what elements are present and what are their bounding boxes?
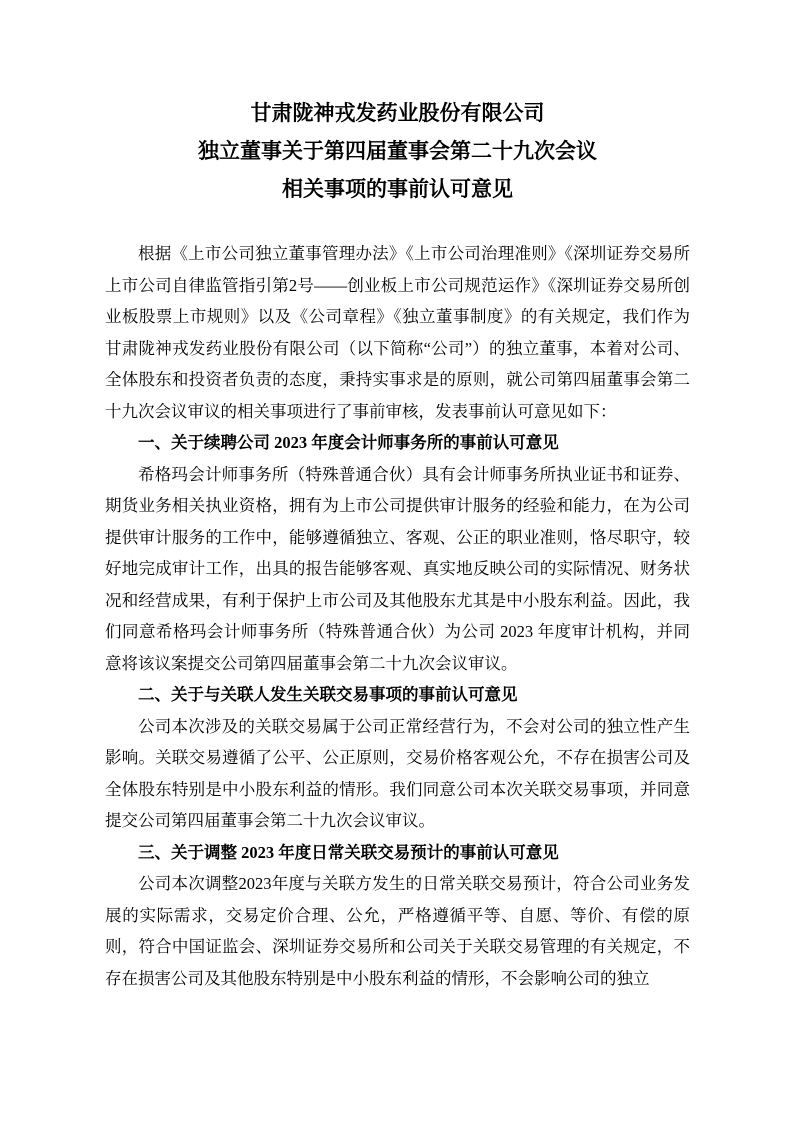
- section-2-paragraph: 公司本次涉及的关联交易属于公司正常经营行为，不会对公司的独立性产生影响。关联交易遵循了公平、公正原则，交易价格客观公允，不存在损害公司及全体股东特别是中小股东利益的情形。我们同意公司本次关联交易事项，并同意提交公司第四届董事会第二十九次会议审议。: [105, 716, 690, 830]
- document-title: [105, 94, 690, 208]
- title-line-subject: 独立董事关于第四届董事会第二十九次会议: [198, 139, 597, 163]
- section-2-heading: 二、关于与关联人发生关联交易事项的事前认可意见: [138, 685, 518, 704]
- section-1-paragraph: 希格玛会计师事务所（特殊普通合伙）具有会计师事务所执业证书和证券、期货业务相关执业资格，拥有为上市公司提供审计服务的经验和能力，在为公司提供审计服务的工作中，能够遵循独立、客观、公正的职业准则，恪尽职守，较好地完成审计工作，出具的报告能够客观、真实地反映公司的实际情况、财务状况和经营成果，有利于保护上市公司及其他股东尤其是中小股东利益。因此，我们同意希格玛会计师事务所（特殊普通合伙）为公司 2023 年度审计机构，并同意将该议案提交公司第四届董事会第二十九次会议审议。: [105, 464, 690, 673]
- title-line-subject-continued: 相关事项的事前认可意见: [282, 177, 513, 201]
- section-3-paragraph: 公司本次调整2023年度与关联方发生的日常关联交易预计，符合公司业务发展的实际需求，交易定价合理、公允，严格遵循平等、自愿、等价、有偿的原则，符合中国证监会、深圳证券交易所和公司关于关联交易管理的有关规定，不存在损害公司及其他股东特别是中小股东利益的情形，不会影响公司的独立: [105, 874, 690, 988]
- title-line-company: 甘肃陇神戎发药业股份有限公司: [250, 101, 545, 125]
- section-1-heading: 一、关于续聘公司 2023 年度会计师事务所的事前认可意见: [138, 433, 559, 452]
- intro-paragraph: 根据《上市公司独立董事管理办法》《上市公司治理准则》《深圳证券交易所上市公司自律监管指引第2号——创业板上市公司规范运作》《深圳证券交易所创业板股票上市规则》以及《公司章程》《独立董事制度》的有关规定，我们作为甘肃陇神戎发药业股份有限公司（以下简称“公司”）的独立董事，本着对公司、全体股东和投资者负责的态度，秉持实事求是的原则，就公司第四届董事会第二十九次会议审议的相关事项进行了事前审核，发表事前认可意见如下：: [105, 244, 690, 421]
- section-3-heading: 三、关于调整 2023 年度日常关联交易预计的事前认可意见: [138, 842, 559, 862]
